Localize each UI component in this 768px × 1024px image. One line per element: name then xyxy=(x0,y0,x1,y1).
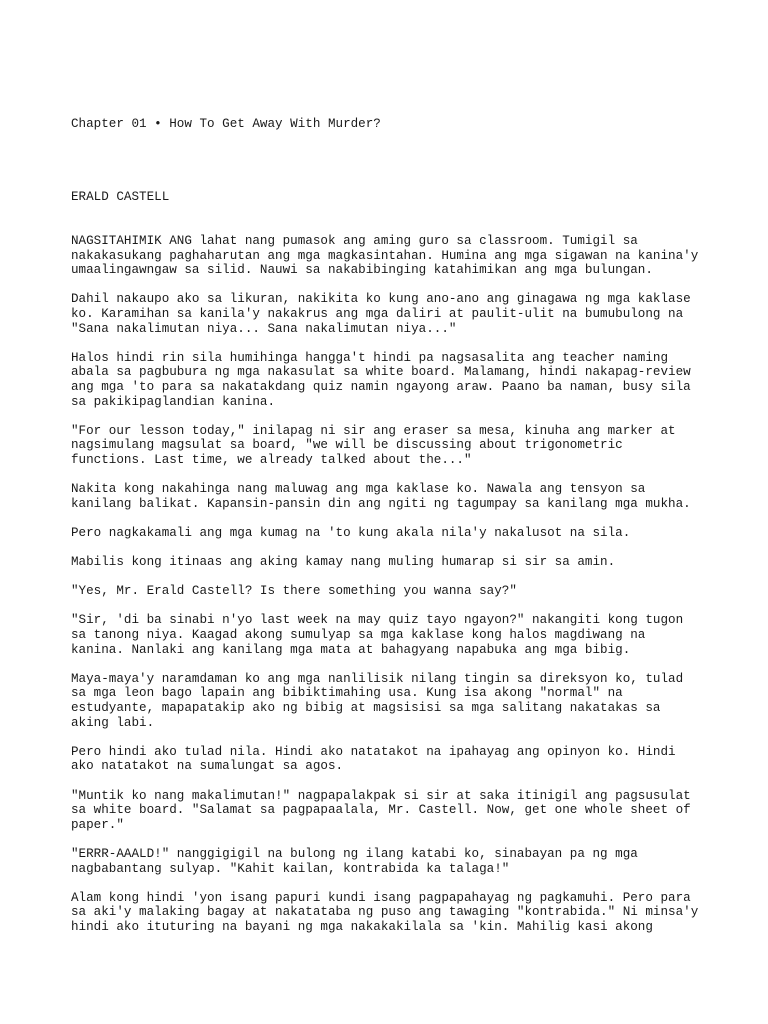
paragraph: Pero hindi ako tulad nila. Hindi ako natatakot na ipahayag ang opinyon ko. Hindi ako natatakot na sumalungat sa agos. xyxy=(71,744,676,774)
paragraph: Mabilis kong itinaas ang aking kamay nang muling humarap si sir sa amin. xyxy=(71,555,616,570)
chapter-title: Chapter 01 • How To Get Away With Murder? xyxy=(71,117,381,131)
paragraph: "Yes, Mr. Erald Castell? Is there something you wanna say?" xyxy=(71,584,517,599)
author-heading: ERALD CASTELL xyxy=(71,190,170,204)
paragraph: Halos hindi rin sila humihinga hangga't hindi pa nagsasalita ang teacher naming abala sa pagbubura ng mga nakasulat sa white board. Malamang, hindi nakapag-review ang mga 'to para sa nakatakdang quiz namin ngayong araw. Paano ba naman, busy sila sa pakikipaglandian kanina. xyxy=(71,350,691,409)
paragraph: Dahil nakaupo ako sa likuran, nakikita ko kung ano-ano ang ginagawa ng mga kaklase ko. Karamihan sa kanila'y nakakrus ang mga daliri at paulit-ulit na bumubulong na "Sana nakalimutan niya... Sana nakalimutan niya..." xyxy=(71,292,691,336)
paragraph: "Muntik ko nang makalimutan!" nagpapalakpak si sir at saka itinigil ang pagsusulat sa white board. "Salamat sa pagpapaalala, Mr. Castell. Now, get one whole sheet of paper." xyxy=(71,788,691,832)
paragraph: "Sir, 'di ba sinabi n'yo last week na may quiz tayo ngayon?" nakangiti kong tugon sa tanong niya. Kaagad akong sumulyap sa mga kaklase kong halos magdiwang na kanina. Nanlaki ang kanilang mga mata at bahagyang napabuka ang mga bibig. xyxy=(71,613,684,657)
paragraph: Alam kong hindi 'yon isang papuri kundi isang pagpapahayag ng pagkamuhi. Pero para sa aki'y malaking bagay at nakatataba ng puso ang tawaging "kontrabida." Ni minsa'y hindi ako ituturing na bayani ng mga nakakakilala sa 'kin. Mahilig kasi akong xyxy=(71,890,699,934)
paragraph: Maya-maya'y naramdaman ko ang mga nanlilisik nilang tingin sa direksyon ko, tulad sa mga leon bago lapain ang bibiktimahing usa. Kung isa akong "normal" na estudyante, mapapatakip ako ng bibig at magsisisi sa mga salitang nakatakas sa aking labi. xyxy=(71,671,684,730)
story-body xyxy=(71,234,751,949)
paragraph: "ERRR-AAALD!" nanggigigil na bulong ng ilang katabi ko, sinabayan pa ng mga nagbabantang sulyap. "Kahit kailan, kontrabida ka talaga!" xyxy=(71,846,638,876)
paragraph: Pero nagkakamali ang mga kumag na 'to kung akala nila'y nakalusot na sila. xyxy=(71,525,631,540)
paragraph: Nakita kong nakahinga nang maluwag ang mga kaklase ko. Nawala ang tensyon sa kanilang balikat. Kapansin-pansin din ang ngiti ng tagumpay sa kanilang mga mukha. xyxy=(71,482,691,511)
paragraph: "For our lesson today," inilapag ni sir ang eraser sa mesa, kinuha ang marker at nagsimulang magsulat sa board, "we will be discussing about trigonometric functions. Last time, we already talked about the..." xyxy=(71,423,676,467)
paragraph: NAGSITAHIMIK ANG lahat nang pumasok ang aming guro sa classroom. Tumigil sa nakakasukang paghaharutan ang mga magkasintahan. Humina ang mga sigawan na kanina'y umaalingawngaw sa silid. Nauwi sa nakabibinging katahimikan ang mga bulungan. xyxy=(71,234,699,278)
